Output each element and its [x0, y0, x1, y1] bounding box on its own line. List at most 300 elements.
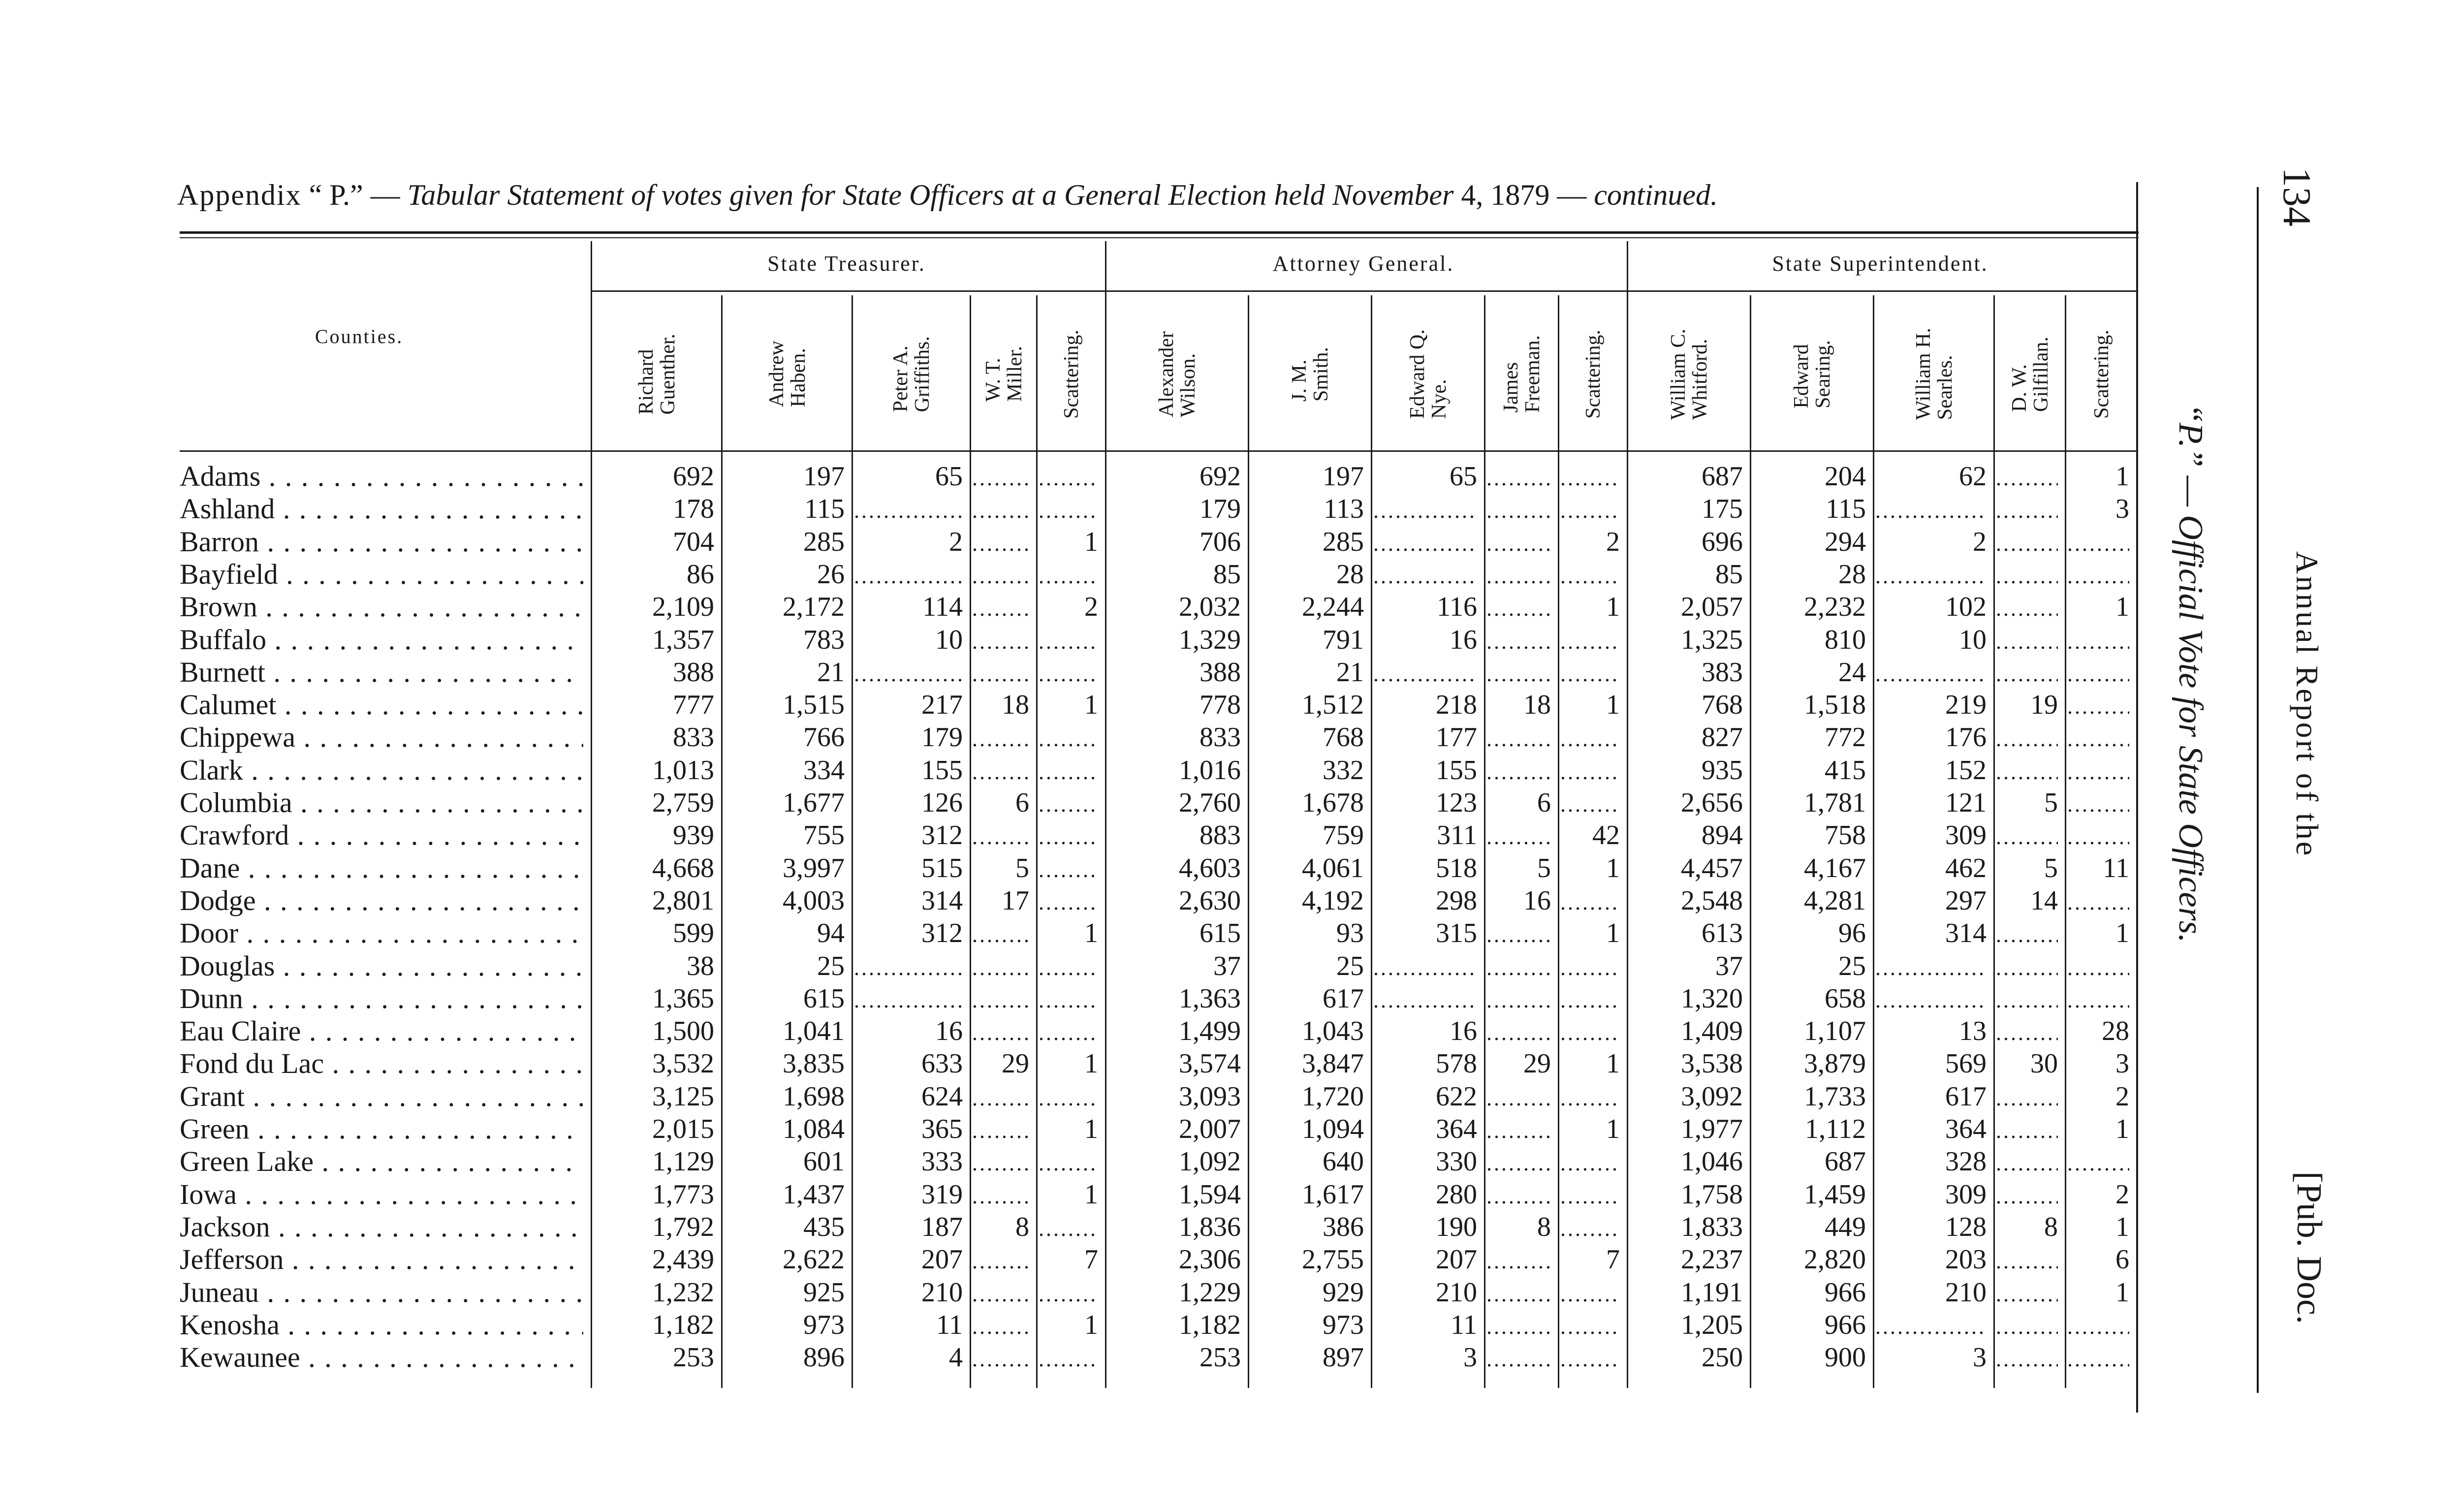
vote-cell: 935 — [1702, 755, 1743, 786]
vote-cell — [1039, 1341, 1098, 1374]
vote-cell: 30 — [2030, 1048, 2058, 1079]
vote-cell — [1486, 624, 1551, 656]
vote-cell — [1486, 982, 1551, 1015]
vote-cell: 309 — [1945, 1179, 1987, 1210]
vote-cell: 280 — [1436, 1179, 1477, 1210]
vote-cell — [1486, 591, 1551, 623]
vote-cell: 1,191 — [1681, 1277, 1743, 1308]
vote-cell — [1486, 754, 1551, 787]
vote-cell — [1039, 1145, 1098, 1178]
vote-cell: 897 — [1323, 1342, 1364, 1373]
vote-cell: 415 — [1825, 755, 1866, 786]
vote-cell: 791 — [1323, 624, 1364, 655]
vote-cell: 601 — [803, 1146, 845, 1177]
vote-cell: 115 — [804, 494, 845, 525]
county-name: Eau Claire . . . — [180, 1015, 583, 1047]
vote-cell: 65 — [1450, 461, 1477, 492]
vote-cell — [1486, 950, 1551, 982]
vote-cell: 2,622 — [783, 1244, 845, 1275]
county-name: Bayfield . . . — [180, 558, 583, 591]
county-name: Douglas . . . — [180, 950, 583, 982]
vote-cell: 518 — [1436, 852, 1477, 883]
counties-header: Counties. — [315, 325, 404, 347]
column-header-8 — [1373, 300, 1484, 448]
vote-cell: 13 — [1959, 1016, 1987, 1047]
vote-cell: 62 — [1959, 461, 1987, 492]
vote-cell: 115 — [1826, 494, 1866, 525]
vote-cell: 29 — [1002, 1048, 1029, 1079]
vote-cell: 1,677 — [783, 788, 845, 818]
vote-cell — [1039, 787, 1098, 819]
vote-cell — [972, 819, 1029, 851]
vote-cell: 1,512 — [1302, 690, 1364, 721]
vote-cell: 128 — [1945, 1211, 1987, 1242]
vote-cell — [1875, 950, 1987, 982]
vote-cell: 11 — [1451, 1309, 1477, 1340]
vote-cell: 758 — [1825, 820, 1866, 851]
vote-cell: 11 — [936, 1309, 963, 1340]
vote-cell: 16 — [1450, 1016, 1477, 1047]
pub-doc-label: [Pub. Doc. — [2290, 1171, 2329, 1324]
column-header-11 — [1629, 300, 1750, 448]
table-row — [180, 1015, 2148, 1047]
vote-cell: 4,003 — [783, 885, 845, 916]
vote-cell — [1039, 1211, 1098, 1243]
vote-cell: 285 — [1323, 526, 1364, 557]
vote-cell — [1039, 1015, 1098, 1047]
vote-cell: 615 — [1199, 918, 1241, 949]
vote-cell: 8 — [1537, 1211, 1551, 1242]
vote-cell — [1039, 558, 1098, 591]
county-name: Kenosha . . . — [180, 1309, 583, 1341]
vote-cell: 515 — [921, 852, 963, 883]
vote-cell: 383 — [1702, 657, 1743, 688]
table-row — [180, 1047, 2148, 1080]
vote-cell: 1 — [1084, 1179, 1098, 1210]
vote-cell: 333 — [921, 1146, 963, 1177]
vote-cell — [972, 950, 1029, 982]
column-header-label: J. M. Smith. — [1288, 346, 1333, 402]
vote-cell: 1 — [2115, 1114, 2129, 1144]
vote-cell: 152 — [1945, 755, 1987, 786]
table-row — [180, 1276, 2148, 1309]
county-name: Chippewa . . . — [180, 721, 583, 754]
vote-cell: 1,084 — [783, 1114, 845, 1144]
vote-cell — [1039, 982, 1098, 1015]
column-header-label: Scattering. — [2090, 329, 2113, 419]
vote-cell: 973 — [803, 1309, 845, 1340]
vote-cell: 3 — [2115, 494, 2129, 525]
vote-cell: 2,237 — [1681, 1244, 1743, 1275]
vote-cell: 197 — [803, 461, 845, 492]
table-row — [180, 754, 2148, 787]
vote-cell: 1,363 — [1179, 983, 1241, 1014]
vote-cell: 2,232 — [1804, 592, 1866, 623]
table-row — [180, 787, 2148, 819]
vote-cell: 624 — [921, 1081, 963, 1112]
vote-cell: 1,232 — [652, 1277, 714, 1308]
vote-cell: 26 — [817, 559, 845, 590]
vote-cell: 1,515 — [783, 690, 845, 721]
column-header-6 — [1107, 300, 1248, 448]
vote-cell: 5 — [2044, 788, 2058, 818]
column-header-label: W. T. Miller. — [981, 346, 1026, 402]
county-name: Ashland . . . — [180, 493, 583, 525]
vote-cell: 8 — [2044, 1211, 2058, 1242]
vote-cell: 311 — [1437, 820, 1477, 851]
vote-cell: 1,698 — [783, 1081, 845, 1112]
top-rule-thin — [180, 237, 2139, 238]
vote-cell: 1 — [1606, 852, 1620, 883]
vote-cell: 28 — [1838, 559, 1866, 590]
vote-cell — [1560, 1211, 1620, 1243]
group-state-treasurer: State Treasurer. — [767, 252, 926, 276]
vote-cell: 37 — [1715, 950, 1743, 981]
vote-cell — [854, 558, 963, 591]
vote-cell — [854, 950, 963, 982]
column-header-label: James Freeman. — [1500, 335, 1545, 413]
vote-cell: 312 — [921, 820, 963, 851]
vote-cell: 319 — [921, 1179, 963, 1210]
vote-cell: 900 — [1825, 1342, 1866, 1373]
vote-cell: 1,617 — [1302, 1179, 1364, 1210]
vote-cell: 640 — [1323, 1146, 1364, 1177]
vote-cell: 1,041 — [783, 1016, 845, 1047]
vote-cell: 17 — [1002, 885, 1029, 916]
vote-cell: 94 — [817, 918, 845, 949]
vote-cell: 250 — [1702, 1342, 1743, 1373]
county-name: Brown . . . — [180, 591, 583, 623]
vote-cell: 810 — [1825, 624, 1866, 655]
vote-cell — [2067, 1145, 2129, 1178]
vote-cell — [1875, 558, 1987, 591]
vote-cell: 2 — [2115, 1179, 2129, 1210]
vote-cell: 37 — [1213, 950, 1241, 981]
vote-cell: 462 — [1945, 852, 1987, 883]
vote-cell — [1996, 493, 2058, 525]
vote-cell: 4 — [949, 1342, 963, 1373]
vote-cell: 2,244 — [1302, 592, 1364, 623]
vote-cell: 833 — [673, 722, 714, 753]
vote-cell: 25 — [1336, 950, 1364, 981]
column-header-label: Edward Searing. — [1790, 340, 1835, 409]
vote-cell: 24 — [1838, 657, 1866, 688]
table-row — [180, 689, 2148, 721]
vote-cell — [1039, 721, 1098, 754]
vote-cell — [972, 1243, 1029, 1276]
vote-cell — [1486, 1276, 1551, 1309]
vote-cell: 10 — [1959, 624, 1987, 655]
vote-cell: 207 — [1436, 1244, 1477, 1275]
vote-cell — [1560, 493, 1620, 525]
vote-cell: 330 — [1436, 1146, 1477, 1177]
vote-cell: 102 — [1945, 592, 1987, 623]
vote-cell: 2 — [1606, 526, 1620, 557]
vote-cell: 328 — [1945, 1146, 1987, 1177]
vote-cell: 179 — [1199, 494, 1241, 525]
vote-cell: 123 — [1436, 788, 1477, 818]
vote-cell — [1560, 1309, 1620, 1341]
vote-cell — [972, 1113, 1029, 1145]
vote-cell — [1373, 493, 1477, 525]
vote-cell — [1560, 460, 1620, 493]
vote-cell: 388 — [673, 657, 714, 688]
vote-cell: 2,755 — [1302, 1244, 1364, 1275]
table-row — [180, 721, 2148, 754]
vote-cell: 658 — [1825, 983, 1866, 1014]
vote-cell: 5 — [1015, 852, 1029, 883]
vote-cell: 1,500 — [652, 1016, 714, 1047]
vote-cell: 827 — [1702, 722, 1743, 753]
vote-cell: 25 — [1838, 950, 1866, 981]
vote-cell — [1486, 460, 1551, 493]
vote-cell — [1996, 460, 2058, 493]
vote-cell — [1486, 1341, 1551, 1374]
vote-cell: 1 — [1084, 1114, 1098, 1144]
vote-cell — [2067, 787, 2129, 819]
vote-cell: 4,668 — [652, 852, 714, 883]
side-official-title: “P.” — Official Vote for State Officers. — [2172, 404, 2209, 943]
vote-cell: 6 — [1015, 788, 1029, 818]
vote-cell: 187 — [921, 1211, 963, 1242]
vote-cell — [1486, 721, 1551, 754]
vote-cell: 203 — [1945, 1244, 1987, 1275]
vote-cell — [1486, 656, 1551, 689]
vote-cell — [1560, 1276, 1620, 1309]
vote-cell — [972, 982, 1029, 1015]
vote-cell: 755 — [803, 820, 845, 851]
vote-cell: 1,016 — [1179, 755, 1241, 786]
county-name: Calumet . . . — [180, 689, 583, 721]
table-row — [180, 1080, 2148, 1113]
vote-cell: 3,574 — [1179, 1048, 1241, 1079]
vote-cell — [1039, 754, 1098, 787]
vote-cell — [2067, 1341, 2129, 1374]
vote-cell: 210 — [921, 1277, 963, 1308]
table-row — [180, 950, 2148, 982]
vote-cell: 1,833 — [1681, 1211, 1743, 1242]
vote-cell: 207 — [921, 1244, 963, 1275]
vote-cell: 16 — [935, 1016, 963, 1047]
vote-cell — [1373, 982, 1477, 1015]
vote-cell: 3,879 — [1804, 1048, 1866, 1079]
vote-cell — [972, 1178, 1029, 1211]
vote-cell: 833 — [1199, 722, 1241, 753]
vote-cell: 210 — [1945, 1277, 1987, 1308]
vote-cell: 2,439 — [652, 1244, 714, 1275]
vote-cell — [1486, 819, 1551, 851]
vote-cell: 334 — [803, 755, 845, 786]
vote-cell: 706 — [1199, 526, 1241, 557]
vote-cell — [1486, 558, 1551, 591]
vote-cell: 364 — [1945, 1114, 1987, 1144]
vote-cell: 6 — [2115, 1244, 2129, 1275]
vote-cell: 1,107 — [1804, 1016, 1866, 1047]
vote-cell: 285 — [803, 526, 845, 557]
vote-cell — [1486, 1080, 1551, 1113]
vote-cell — [1875, 1309, 1987, 1341]
vote-cell: 599 — [673, 918, 714, 949]
table-row — [180, 1178, 2148, 1211]
vote-cell: 1,733 — [1804, 1081, 1866, 1112]
county-name: Burnett . . . — [180, 656, 583, 689]
vote-cell — [1560, 982, 1620, 1015]
vote-cell: 10 — [935, 624, 963, 655]
vote-cell — [2067, 1309, 2129, 1341]
vote-cell: 1,437 — [783, 1179, 845, 1210]
vote-cell: 3 — [1973, 1342, 1987, 1373]
vote-cell — [1560, 1015, 1620, 1047]
vote-cell: 1 — [1606, 918, 1620, 949]
vote-cell — [1996, 526, 2058, 558]
vote-cell: 2,759 — [652, 788, 714, 818]
vote-cell — [972, 721, 1029, 754]
column-header-10 — [1560, 300, 1627, 448]
vote-cell — [1373, 526, 1477, 558]
vote-cell: 1 — [1606, 592, 1620, 623]
county-name: Fond du Lac . . . — [180, 1047, 583, 1080]
vote-cell — [1560, 656, 1620, 689]
county-name: Columbia . . . — [180, 787, 583, 819]
vote-cell — [1875, 982, 1987, 1015]
vote-cell — [2067, 656, 2129, 689]
vote-cell: 1,129 — [652, 1146, 714, 1177]
vote-cell: 1,329 — [1179, 624, 1241, 655]
top-rule — [180, 231, 2139, 234]
vote-cell — [1996, 1276, 2058, 1309]
vote-cell: 2,548 — [1681, 885, 1743, 916]
vote-cell — [2067, 884, 2129, 917]
vote-cell — [1039, 819, 1098, 851]
vote-cell: 759 — [1323, 820, 1364, 851]
vote-cell: 1 — [2115, 918, 2129, 949]
vote-cell — [1996, 982, 2058, 1015]
vote-cell — [854, 982, 963, 1015]
vote-cell: 29 — [1523, 1048, 1551, 1079]
vote-cell: 2,630 — [1179, 885, 1241, 916]
vote-cell: 2,760 — [1179, 788, 1241, 818]
vote-cell: 1,409 — [1681, 1016, 1743, 1047]
vote-cell: 3,125 — [652, 1081, 714, 1112]
vote-cell: 96 — [1838, 918, 1866, 949]
vote-cell — [1039, 852, 1098, 884]
vote-cell — [1560, 624, 1620, 656]
column-header-13 — [1875, 300, 1993, 448]
table-row — [180, 493, 2148, 525]
vote-cell — [1486, 493, 1551, 525]
vote-cell: 1,678 — [1302, 788, 1364, 818]
vote-cell: 217 — [921, 690, 963, 721]
vote-cell: 2 — [1973, 526, 1987, 557]
vote-cell: 315 — [1436, 918, 1477, 949]
vote-cell — [1560, 1080, 1620, 1113]
vote-cell: 365 — [921, 1114, 963, 1144]
vote-cell — [1560, 884, 1620, 917]
page-right-rule — [2136, 182, 2138, 1413]
column-header-label: Andrew Haben. — [765, 341, 810, 408]
page-title — [177, 178, 2136, 212]
column-header-12 — [1752, 300, 1873, 448]
vote-cell: 177 — [1436, 722, 1477, 753]
vote-cell: 777 — [673, 690, 714, 721]
vote-cell — [1560, 558, 1620, 591]
vote-cell — [972, 656, 1029, 689]
vote-cell — [1486, 1113, 1551, 1145]
table-row — [180, 591, 2148, 623]
column-header-label: Edward Q. Nye. — [1406, 329, 1451, 419]
vote-cell: 4,192 — [1302, 885, 1364, 916]
table-row — [180, 1243, 2148, 1276]
vote-cell: 7 — [1606, 1244, 1620, 1275]
vote-cell: 16 — [1523, 885, 1551, 916]
county-name: Adams . . . — [180, 460, 583, 493]
vote-cell: 1,720 — [1302, 1081, 1364, 1112]
vote-cell: 218 — [1436, 690, 1477, 721]
vote-cell: 126 — [921, 788, 963, 818]
county-name: Green Lake . . . — [180, 1145, 583, 1178]
table-row — [180, 1309, 2148, 1341]
vote-cell: 1,229 — [1179, 1277, 1241, 1308]
vote-cell — [972, 558, 1029, 591]
vote-cell: 176 — [1945, 722, 1987, 753]
vote-cell: 3,997 — [783, 852, 845, 883]
continued-label: continued. — [1594, 179, 1718, 211]
vote-cell — [1996, 917, 2058, 949]
column-header-label: Scattering. — [1060, 329, 1083, 419]
vote-cell: 1 — [1084, 918, 1098, 949]
vote-cell — [1996, 1080, 2058, 1113]
vote-cell: 1,320 — [1681, 983, 1743, 1014]
vote-cell: 2,015 — [652, 1114, 714, 1144]
vote-cell — [1486, 917, 1551, 949]
vote-cell: 692 — [1199, 461, 1241, 492]
vote-cell: 1 — [1084, 690, 1098, 721]
county-name: Barron . . . — [180, 526, 583, 558]
column-header-label: Richard Guenther. — [634, 333, 679, 415]
vote-cell: 297 — [1945, 885, 1987, 916]
vote-cell: 21 — [817, 657, 845, 688]
vote-cell — [972, 1080, 1029, 1113]
column-header-4 — [972, 300, 1036, 448]
table-row — [180, 1145, 2148, 1178]
vote-cell: 615 — [803, 983, 845, 1014]
vote-cell — [1996, 1015, 2058, 1047]
vote-cell — [972, 493, 1029, 525]
vote-cell — [1875, 656, 1987, 689]
county-name: Buffalo . . . — [180, 624, 583, 656]
county-name: Jefferson . . . — [180, 1243, 583, 1276]
vote-cell — [2067, 754, 2129, 787]
vote-cell — [1486, 1178, 1551, 1211]
vote-cell — [2067, 819, 2129, 851]
vote-cell: 973 — [1323, 1309, 1364, 1340]
vote-cell — [1039, 1276, 1098, 1309]
vote-cell: 4,603 — [1179, 852, 1241, 883]
vote-cell: 1 — [1606, 1048, 1620, 1079]
vote-cell: 613 — [1702, 918, 1743, 949]
vote-cell — [2067, 982, 2129, 1015]
vote-cell: 778 — [1199, 690, 1241, 721]
vote-cell: 7 — [1084, 1244, 1098, 1275]
vote-cell: 1 — [2115, 1211, 2129, 1242]
group-underline — [591, 290, 2136, 292]
vote-cell: 617 — [1945, 1081, 1987, 1112]
vote-cell: 2 — [949, 526, 963, 557]
vote-cell — [972, 1145, 1029, 1178]
vote-cell: 364 — [1436, 1114, 1477, 1144]
vote-cell: 190 — [1436, 1211, 1477, 1242]
vote-cell — [1996, 591, 2058, 623]
